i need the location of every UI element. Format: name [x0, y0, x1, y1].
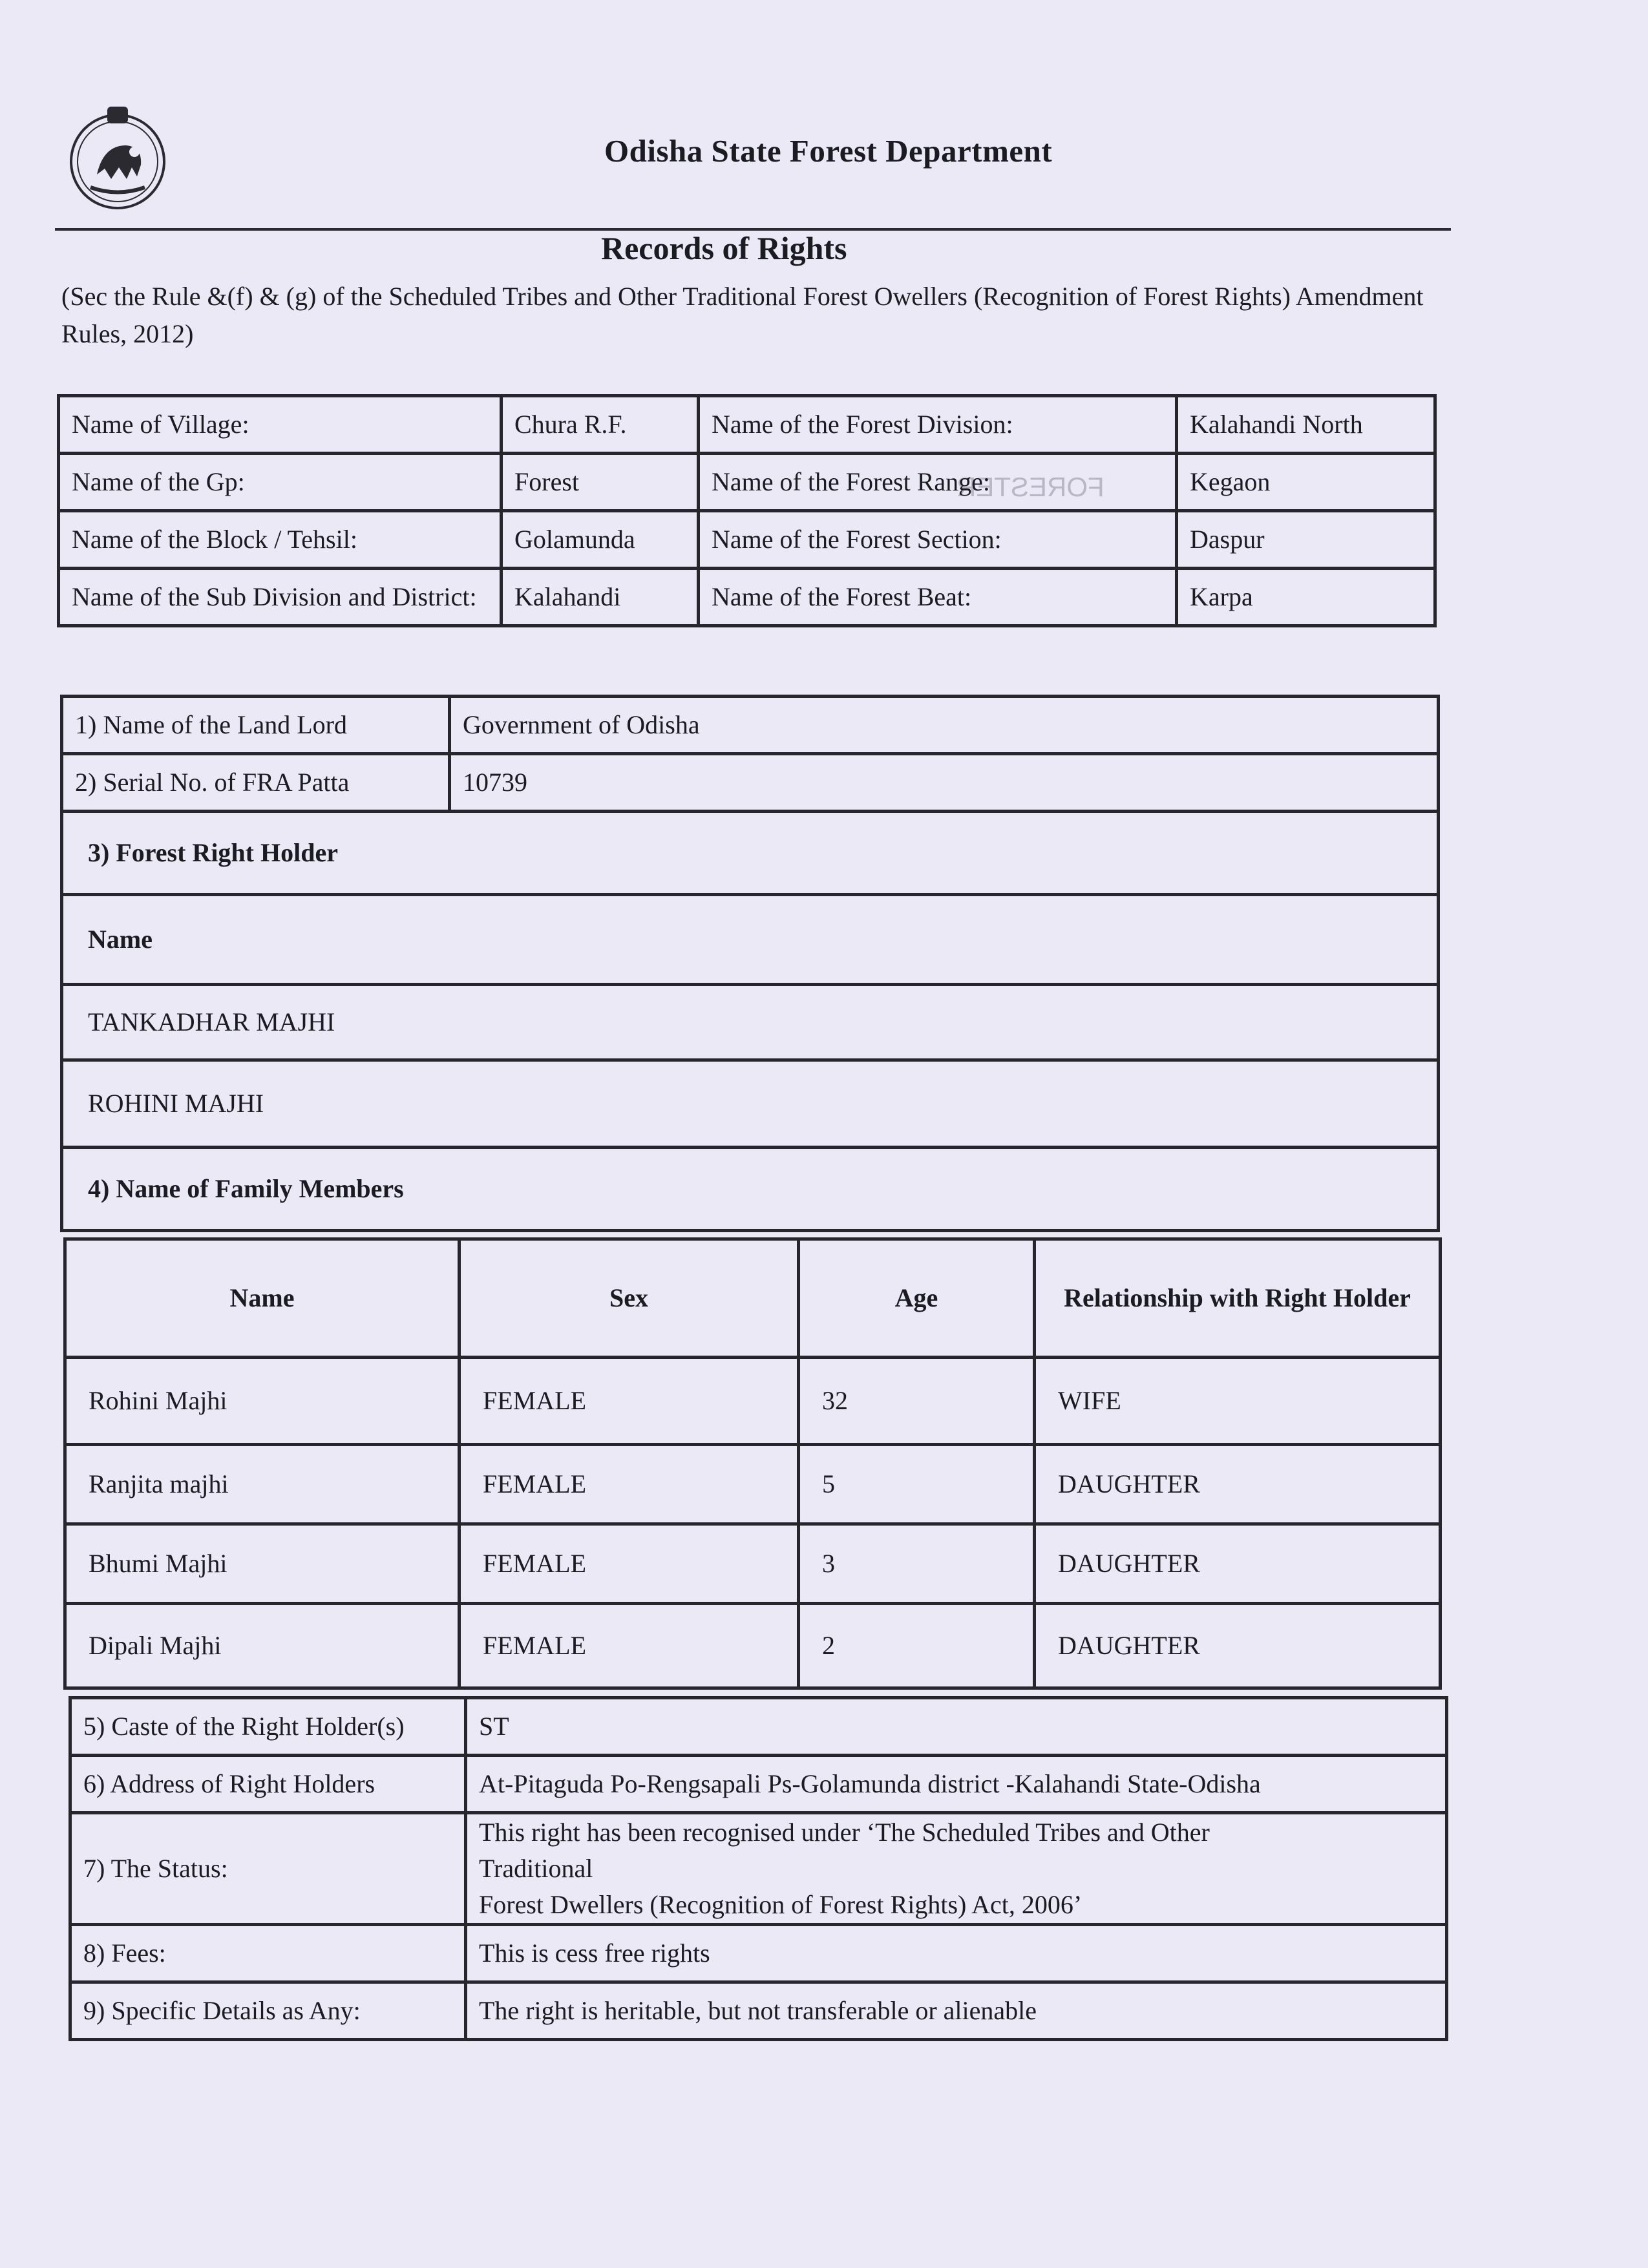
member-age: 5: [799, 1445, 1035, 1524]
member-name: Bhumi Majhi: [65, 1524, 460, 1604]
table-row: [70, 1813, 1447, 1925]
forest-section-label: Name of the Forest Section:: [699, 511, 1177, 569]
forest-section-value: Daspur: [1177, 511, 1435, 569]
specific-details-value: The right is heritable, but not transferable or alienable: [466, 1982, 1447, 2040]
forest-beat-label: Name of the Forest Beat:: [699, 569, 1177, 626]
reverse-side-show-through: FORESTER: [956, 472, 1104, 502]
status-line: Traditional: [479, 1854, 593, 1883]
status-line: Forest Dwellers (Recognition of Forest Rights) Act, 2006’: [479, 1890, 1083, 1919]
forest-range-label: Name of the Forest Range:: [699, 454, 1177, 511]
member-name: Rohini Majhi: [65, 1358, 460, 1445]
patta-serial-value: 10739: [450, 754, 1439, 812]
details-table: [69, 1696, 1448, 2041]
member-age: 2: [799, 1604, 1035, 1688]
member-relationship: DAUGHTER: [1035, 1524, 1441, 1604]
member-name: Dipali Majhi: [65, 1604, 460, 1688]
forest-division-value: Kalahandi North: [1177, 396, 1435, 454]
member-sex: FEMALE: [460, 1524, 799, 1604]
document-subtitle: (Sec the Rule &(f) & (g) of the Scheduled Tribes and Other Traditional Forest Owellers (Recognition of Forest Rights) Amendment Rules, 2012): [61, 282, 1424, 348]
block-tehsil-label: Name of the Block / Tehsil:: [59, 511, 502, 569]
family-members-table: [63, 1237, 1442, 1690]
member-relationship: DAUGHTER: [1035, 1445, 1441, 1524]
land-lord-label: 1) Name of the Land Lord: [62, 697, 450, 754]
table-row: [65, 1524, 1441, 1604]
table-row: [59, 569, 1435, 626]
table-row: [65, 1358, 1441, 1445]
status-value: [466, 1813, 1447, 1925]
table-row: [62, 812, 1439, 895]
forest-beat-value: Karpa: [1177, 569, 1435, 626]
address-value: At-Pitaguda Po-Rengsapali Ps-Golamunda district -Kalahandi State-Odisha: [466, 1756, 1447, 1813]
member-sex: FEMALE: [460, 1358, 799, 1445]
member-relationship: DAUGHTER: [1035, 1604, 1441, 1688]
sub-division-label: Name of the Sub Division and District:: [59, 569, 502, 626]
table-row: [62, 754, 1439, 812]
caste-value: ST: [466, 1698, 1447, 1756]
table-row: [62, 1148, 1439, 1231]
land-lord-value: Government of Odisha: [450, 697, 1439, 754]
department-title: Odisha State Forest Department: [604, 133, 1053, 169]
table-row: [70, 1756, 1447, 1813]
member-sex: FEMALE: [460, 1445, 799, 1524]
village-value: Chura R.F.: [502, 396, 699, 454]
table-row: [62, 697, 1439, 754]
table-row: [59, 396, 1435, 454]
table-header-row: [65, 1239, 1441, 1358]
right-holder-name: ROHINI MAJHI: [62, 1060, 1439, 1148]
location-table: [57, 394, 1437, 627]
table-row: [70, 1698, 1447, 1756]
table-row: [62, 895, 1439, 985]
gp-label: Name of the Gp:: [59, 454, 502, 511]
table-row: [62, 1060, 1439, 1148]
column-header-relationship: Relationship with Right Holder: [1035, 1239, 1441, 1358]
table-row: [70, 1982, 1447, 2040]
status-label: 7) The Status:: [70, 1813, 466, 1925]
address-label: 6) Address of Right Holders: [70, 1756, 466, 1813]
right-holder-name: TANKADHAR MAJHI: [62, 985, 1439, 1060]
forest-range-value: Kegaon: [1177, 454, 1435, 511]
member-age: 32: [799, 1358, 1035, 1445]
specific-details-label: 9) Specific Details as Any:: [70, 1982, 466, 2040]
right-holder-table: [60, 695, 1440, 1232]
fees-value: This is cess free rights: [466, 1925, 1447, 1982]
column-header-sex: Sex: [460, 1239, 799, 1358]
block-tehsil-value: Golamunda: [502, 511, 699, 569]
member-name: Ranjita majhi: [65, 1445, 460, 1524]
patta-serial-label: 2) Serial No. of FRA Patta: [62, 754, 450, 812]
sub-division-value: Kalahandi: [502, 569, 699, 626]
status-line: This right has been recognised under ‘The Scheduled Tribes and Other: [479, 1818, 1210, 1847]
family-members-heading: 4) Name of Family Members: [62, 1148, 1439, 1231]
village-label: Name of Village:: [59, 396, 502, 454]
table-row: [65, 1445, 1441, 1524]
odisha-state-emblem-icon: [65, 100, 171, 216]
table-row: [59, 511, 1435, 569]
table-row: [70, 1925, 1447, 1982]
column-header-name: Name: [65, 1239, 460, 1358]
member-sex: FEMALE: [460, 1604, 799, 1688]
table-row: [65, 1604, 1441, 1688]
name-heading: Name: [62, 895, 1439, 985]
forest-division-label: Name of the Forest Division:: [699, 396, 1177, 454]
column-header-age: Age: [799, 1239, 1035, 1358]
forest-right-holder-heading: 3) Forest Right Holder: [62, 812, 1439, 895]
fees-label: 8) Fees:: [70, 1925, 466, 1982]
member-age: 3: [799, 1524, 1035, 1604]
table-row: [59, 454, 1435, 511]
caste-label: 5) Caste of the Right Holder(s): [70, 1698, 466, 1756]
document-title: Records of Rights: [601, 230, 847, 266]
gp-value: Forest: [502, 454, 699, 511]
table-row: [62, 985, 1439, 1060]
member-relationship: WIFE: [1035, 1358, 1441, 1445]
